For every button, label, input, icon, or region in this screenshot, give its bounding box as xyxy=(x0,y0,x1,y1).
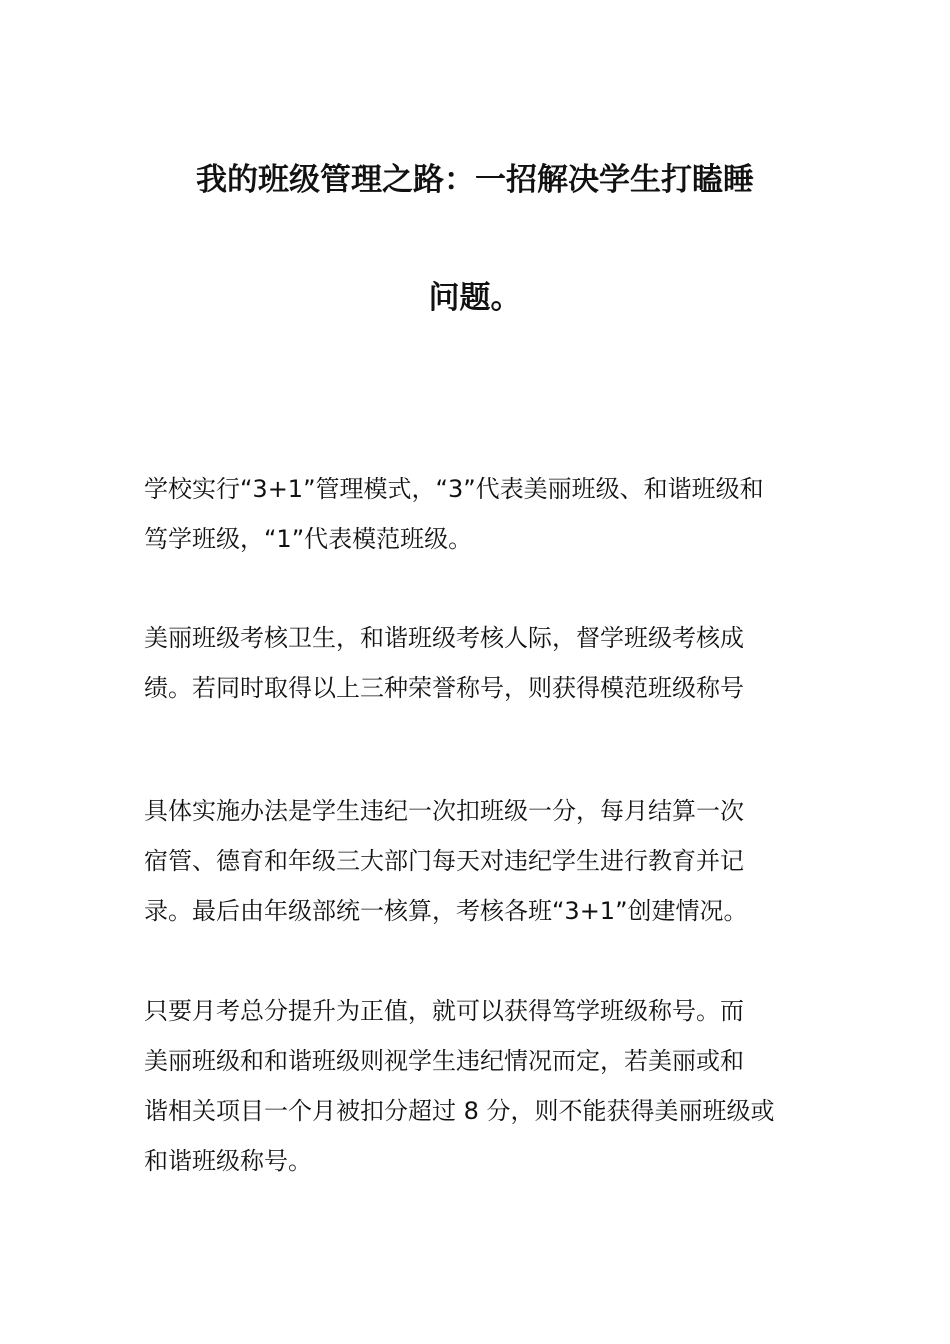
paragraph-line: 宿管、德育和年级三大部门每天对违纪学生进行教育并记 xyxy=(144,847,744,875)
paragraph-line: 具体实施办法是学生违纪一次扣班级一分，每月结算一次 xyxy=(144,797,744,825)
paragraph-3 xyxy=(144,786,808,936)
paragraph-line: 笃学班级，“1”代表模范班级。 xyxy=(144,525,473,553)
paragraph-line: 谐相关项目一个月被扣分超过 8 分，则不能获得美丽班级或 xyxy=(144,1097,775,1125)
paragraph-line: 和谐班级称号。 xyxy=(144,1147,312,1175)
paragraph-line: 只要月考总分提升为正值，就可以获得笃学班级称号。而 xyxy=(144,997,744,1025)
paragraph-line: 绩。若同时取得以上三种荣誉称号，则获得模范班级称号 xyxy=(144,674,744,702)
paragraph-2 xyxy=(144,613,808,713)
document-title-line-2: 问题。 xyxy=(428,280,522,316)
paragraph-1 xyxy=(144,464,808,564)
paragraph-line: 美丽班级和和谐班级则视学生违纪情况而定，若美丽或和 xyxy=(144,1047,744,1075)
paragraph-line: 美丽班级考核卫生，和谐班级考核人际，督学班级考核成 xyxy=(144,624,744,652)
document-title-line-1: 我的班级管理之路：一招解决学生打瞌睡 xyxy=(196,162,754,198)
paragraph-line: 学校实行“3+1”管理模式，“3”代表美丽班级、和谐班级和 xyxy=(144,475,764,503)
paragraph-4 xyxy=(144,986,808,1186)
paragraph-line: 录。最后由年级部统一核算，考核各班“3+1”创建情况。 xyxy=(144,897,748,925)
